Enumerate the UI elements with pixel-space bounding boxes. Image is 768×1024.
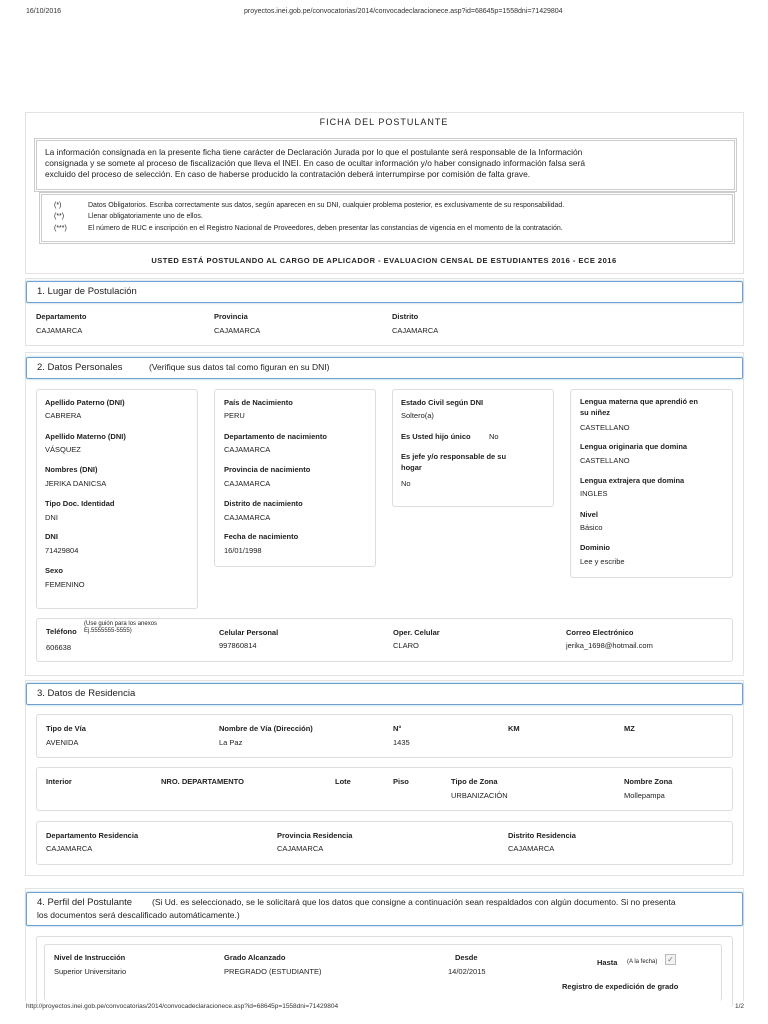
card-via	[36, 714, 733, 758]
notes-box	[39, 192, 735, 244]
note-text: Datos Obligatorios. Escriba correctamente sus datos, según aparecen en su DNI, cualquier problema posterior, es exclusivamente de su responsabilidad.	[88, 202, 565, 209]
value-lengua-originaria: CASTELLANO	[580, 456, 630, 465]
value-dep-nac: CAJAMARCA	[224, 445, 271, 454]
note-text: Llenar obligatoriamente uno de ellos.	[88, 213, 203, 220]
value-distrito: CAJAMARCA	[392, 326, 439, 335]
declaration-line: La información consignada en la presente ficha tiene carácter de Declaración Jurada por lo que el postulante será responsable de la Información	[45, 147, 583, 157]
value-celular: 997860814	[219, 641, 257, 650]
value-dist-res: CAJAMARCA	[508, 844, 555, 853]
label-celular: Celular Personal	[219, 628, 279, 637]
note-mark: (**)	[54, 213, 65, 220]
label-km: KM	[508, 724, 520, 733]
label-lengua-materna: su niñez	[580, 408, 611, 417]
section-title: 3. Datos de Residencia	[37, 688, 136, 699]
print-date: 16/10/2016	[26, 8, 62, 15]
label-sexo: Sexo	[45, 566, 63, 575]
value-operador: CLARO	[393, 641, 419, 650]
label-telefono: Teléfono	[46, 627, 77, 636]
label-nombre-via: Nombre de Vía (Dirección)	[219, 724, 313, 733]
card-ubicacion	[36, 821, 733, 865]
label-dist-nac: Distrito de nacimiento	[224, 499, 303, 508]
label-lengua-originaria: Lengua originaria que domina	[580, 442, 688, 451]
label-jefe-hogar: Es jefe y/o responsable de su	[401, 452, 507, 461]
value-estado-civil: Soltero(a)	[401, 411, 434, 420]
label-dominio: Dominio	[580, 543, 610, 552]
value-fecha-nac: 16/01/1998	[224, 546, 262, 555]
declaration-box	[34, 138, 737, 192]
value-prov-res: CAJAMARCA	[277, 844, 324, 853]
card-education-inner	[44, 944, 722, 1001]
label-lengua-extranjera: Lengua extrajera que domina	[580, 476, 685, 485]
label-tipo-doc: Tipo Doc. Identidad	[45, 499, 115, 508]
label-desde: Desde	[455, 953, 478, 962]
label-nivel: Nivel	[580, 510, 598, 519]
label-correo: Correo Electrónico	[566, 628, 634, 637]
telefono-note: Ej.5555555-5555)	[84, 628, 132, 634]
value-nombres: JERIKA DANICSA	[45, 479, 107, 488]
label-mz: MZ	[624, 724, 635, 733]
hasta-checkbox[interactable]: ✓	[665, 954, 676, 965]
label-hijo-unico: Es Usted hijo único	[401, 432, 471, 441]
label-dep-nac: Departamento de nacimiento	[224, 432, 327, 441]
value-nombre-via: La Paz	[219, 738, 243, 747]
section-header-personales	[26, 357, 743, 379]
value-desde: 14/02/2015	[448, 967, 486, 976]
note-text: El número de RUC e inscripción en el Registro Nacional de Proveedores, deben presentar las constancias de vigencia en el momento de la contratación.	[88, 225, 563, 232]
label-nro-depto: NRO. DEPARTAMENTO	[161, 777, 244, 786]
label-tipo-via: Tipo de Vía	[46, 724, 86, 733]
section-subtitle: los documentos será descalificado automáticamente.)	[37, 910, 240, 920]
section-header-lugar	[26, 281, 743, 303]
page-title: FICHA DEL POSTULANTE	[319, 117, 449, 127]
value-pais: PERU	[224, 411, 245, 420]
value-dist-nac: CAJAMARCA	[224, 513, 271, 522]
section-subtitle: (Si Ud. es seleccionado, se le solicitará que los datos que consigne a continuación sean respaldados con algún documento. Si no presenta	[152, 897, 676, 907]
value-jefe-hogar: No	[401, 479, 411, 488]
value-tipo-via: AVENIDA	[46, 738, 79, 747]
label-estado-civil: Estado Civil según DNI	[401, 398, 484, 407]
note-mark: (***)	[54, 225, 67, 232]
label-nombre-zona: Nombre Zona	[624, 777, 673, 786]
note-mark: (*)	[54, 202, 62, 209]
hasta-note: (A la fecha)	[627, 959, 658, 965]
value-departamento: CAJAMARCA	[36, 326, 83, 335]
label-numero: N°	[393, 724, 402, 733]
label-distrito: Distrito	[392, 312, 419, 321]
label-nivel-instr: Nivel de Instrucción	[54, 953, 126, 962]
value-provincia: CAJAMARCA	[214, 326, 261, 335]
label-grado: Grado Alcanzado	[224, 953, 286, 962]
telefono-note: (Use guión para los anexos	[84, 621, 158, 627]
label-tipo-zona: Tipo de Zona	[451, 777, 498, 786]
label-apellido-paterno: Apellido Paterno (DNI)	[45, 398, 125, 407]
label-dist-res: Distrito Residencia	[508, 831, 576, 840]
value-numero: 1435	[393, 738, 410, 747]
section-header-perfil	[26, 892, 743, 926]
value-grado: PREGRADO (ESTUDIANTE)	[224, 967, 322, 976]
value-lengua-extranjera: INGLES	[580, 489, 608, 498]
label-operador: Oper. Celular	[393, 628, 440, 637]
section-subtitle: (Verifique sus datos tal como figuran en su DNI)	[149, 362, 330, 372]
value-telefono: 606638	[46, 643, 72, 652]
card-zona	[36, 767, 733, 811]
declaration-line: excluido del proceso de selección. En caso de haberse producido la contratación deberá interrumpirse por comisión de falta grave.	[45, 169, 531, 179]
section-header-residencia	[26, 683, 743, 705]
print-footer-url: http://proyectos.inei.gob.pe/convocatorias/2014/convocadeclaracionece.asp?id=68645p=1558dni=71429804	[26, 1003, 339, 1010]
value-correo: jerika_1698@hotmail.com	[566, 641, 653, 650]
value-hijo-unico: No	[489, 432, 499, 441]
label-fecha-nac: Fecha de nacimiento	[224, 532, 299, 541]
value-tipo-zona: URBANIZACIÓN	[451, 791, 508, 800]
label-jefe-hogar: hogar	[401, 463, 422, 472]
value-nivel: Básico	[580, 523, 603, 532]
label-apellido-materno: Apellido Materno (DNI)	[45, 432, 126, 441]
value-dep-res: CAJAMARCA	[46, 844, 93, 853]
declaration-line: consignada y se somete al proceso de fiscalización que lleva el INEI. En caso de ocultar información y/o haber consignado información falsa será	[45, 158, 586, 168]
value-nombre-zona: Mollepampa	[624, 791, 665, 800]
label-pais: País de Nacimiento	[224, 398, 293, 407]
section-title: 4. Perfil del Postulante	[37, 897, 133, 908]
label-prov-nac: Provincia de nacimiento	[224, 465, 311, 474]
value-sexo: FEMENINO	[45, 580, 85, 589]
section-title: 1. Lugar de Postulación	[37, 286, 137, 297]
print-url: proyectos.inei.gob.pe/convocatorias/2014/convocadeclaracionece.asp?id=68645p=1558dni=71429804	[244, 8, 563, 15]
section-title: 2. Datos Personales	[37, 362, 123, 373]
value-dni: 71429804	[45, 546, 79, 555]
value-lengua-materna: CASTELLANO	[580, 423, 630, 432]
value-apellido-materno: VÁSQUEZ	[45, 445, 81, 454]
label-provincia: Provincia	[214, 312, 248, 321]
value-dominio: Lee y escribe	[580, 557, 625, 566]
print-page-number: 1/2	[735, 1003, 745, 1010]
value-prov-nac: CAJAMARCA	[224, 479, 271, 488]
applying-to: USTED ESTÁ POSTULANDO AL CARGO DE APLICADOR - EVALUACION CENSAL DE ESTUDIANTES 2016 - ECE 2016	[151, 256, 617, 265]
label-nombres: Nombres (DNI)	[45, 465, 98, 474]
value-tipo-doc: DNI	[45, 513, 58, 522]
label-hasta: Hasta	[597, 958, 618, 967]
label-lote: Lote	[335, 777, 351, 786]
label-departamento: Departamento	[36, 312, 87, 321]
label-interior: Interior	[46, 777, 72, 786]
label-piso: Piso	[393, 777, 409, 786]
label-lengua-materna: Lengua materna que aprendió en	[580, 397, 698, 406]
label-prov-res: Provincia Residencia	[277, 831, 353, 840]
value-apellido-paterno: CABRERA	[45, 411, 82, 420]
label-registro: Registro de expedición de grado	[562, 982, 679, 991]
label-dni: DNI	[45, 532, 58, 541]
value-nivel-instr: Superior Universitario	[54, 967, 127, 976]
label-dep-res: Departamento Residencia	[46, 831, 139, 840]
